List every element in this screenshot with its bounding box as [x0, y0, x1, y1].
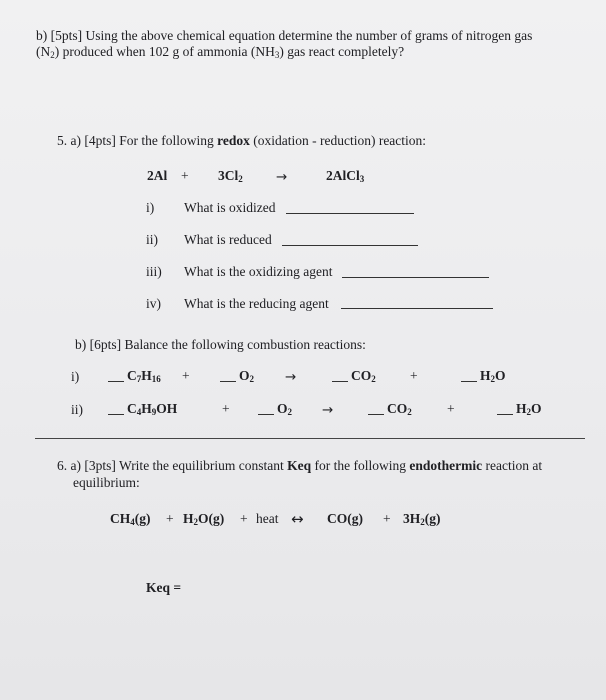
- coefficient-blank[interactable]: [368, 414, 384, 415]
- prev-q-line1: b) [5pts] Using the above chemical equation determine the number of grams of nitrogen gas: [36, 28, 533, 43]
- q5a-item-num: iii): [146, 264, 162, 279]
- reaction-1-plus: +: [182, 368, 190, 383]
- coefficient-blank[interactable]: [220, 381, 236, 382]
- reaction-1-num: i): [71, 369, 80, 384]
- equilibrium-plus1: +: [166, 511, 174, 526]
- q6-prompt-line1: 6. a) [3pts] Write the equilibrium constant Keq for the following endothermic reaction at: [57, 458, 543, 473]
- equilibrium-reactant1: $CH_4(g)$: [110, 511, 151, 527]
- reaction-1-oxygen: $O_2$: [220, 368, 254, 384]
- redox-reactant2: $3Cl_2$: [218, 168, 243, 184]
- redox-plus: +: [181, 168, 189, 183]
- q5a-item-num: iv): [146, 296, 161, 311]
- prev-q-line2: $(N_2)$ produced when 102 g of ammonia $(NH_3)$ gas react completely?: [36, 44, 405, 60]
- redox-arrow: →: [276, 169, 288, 185]
- equilibrium-plus3: +: [383, 511, 391, 526]
- reaction-2-plus2: +: [447, 401, 455, 416]
- q5a-item-num: i): [146, 200, 155, 215]
- coefficient-blank[interactable]: [461, 381, 477, 382]
- reaction-2-plus: +: [222, 401, 230, 416]
- equilibrium-heat: heat: [256, 511, 279, 526]
- section-divider: [35, 438, 585, 439]
- q5a-item-text: What is the reducing agent: [184, 296, 329, 311]
- equilibrium-arrow: ↔: [291, 510, 304, 528]
- q5a-item-text: What is reduced: [184, 232, 272, 247]
- coefficient-blank[interactable]: [332, 381, 348, 382]
- equilibrium-product2: $3H_2(g)$: [403, 511, 441, 527]
- keq-label: Keq =: [146, 580, 182, 595]
- coefficient-blank[interactable]: [108, 381, 124, 382]
- reaction-2-oxygen: $O_2$: [258, 401, 292, 417]
- answer-blank-reducing-agent[interactable]: [341, 308, 493, 309]
- reaction-1-arrow: →: [285, 369, 297, 385]
- reaction-2-fuel: $C_4H_9OH$: [108, 401, 177, 417]
- redox-product: 2AlCl$_3$: [326, 168, 365, 184]
- coefficient-blank[interactable]: [108, 414, 124, 415]
- answer-blank-oxidized[interactable]: [286, 213, 414, 214]
- q5a-prompt: 5. a) [4pts] For the following redox (oxidation - reduction) reaction:: [57, 133, 427, 148]
- q5a-item-text: What is the oxidizing agent: [184, 264, 333, 279]
- answer-blank-reduced[interactable]: [282, 245, 418, 246]
- equilibrium-product1: CO(g): [327, 511, 363, 526]
- q5b-prompt: b) [6pts] Balance the following combustion reactions:: [75, 337, 366, 352]
- answer-blank-oxidizing-agent[interactable]: [342, 277, 489, 278]
- reaction-2-co2: $CO_2$: [368, 401, 412, 417]
- reaction-2-water: $H_2O$: [497, 401, 542, 417]
- reaction-2-arrow: →: [322, 402, 334, 418]
- q5a-item-text: What is oxidized: [184, 200, 276, 215]
- equilibrium-reactant2: $H_2O(g)$: [183, 511, 225, 527]
- q6-prompt-line2: equilibrium:: [73, 475, 140, 490]
- reaction-1-plus2: +: [410, 368, 418, 383]
- q5a-item-num: ii): [146, 232, 158, 247]
- coefficient-blank[interactable]: [258, 414, 274, 415]
- reaction-1-co2: $CO_2$: [332, 368, 376, 384]
- reaction-2-num: ii): [71, 402, 83, 417]
- equilibrium-plus2: +: [240, 511, 248, 526]
- reaction-1-fuel: $C_7H_{16}$: [108, 368, 161, 384]
- coefficient-blank[interactable]: [497, 414, 513, 415]
- reaction-1-water: $H_2O$: [461, 368, 506, 384]
- redox-equation: 2Al: [147, 168, 168, 183]
